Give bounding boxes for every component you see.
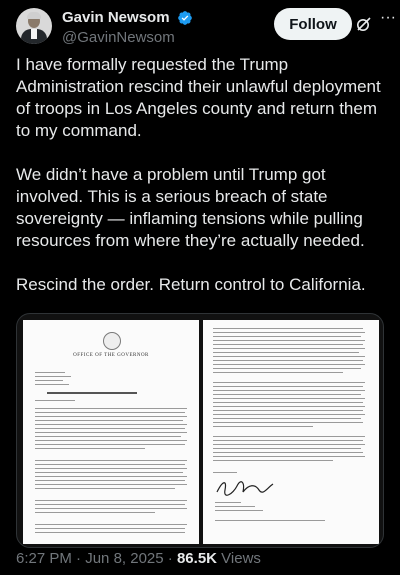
author-names — [62, 9, 193, 46]
tweet-time[interactable]: 6:27 PM — [16, 550, 72, 567]
media-attachment[interactable] — [16, 313, 384, 548]
tweet-paragraph: Rescind the order. Return control to California. — [16, 275, 366, 294]
letter-page-1 — [23, 320, 199, 544]
tweet-date[interactable]: Jun 8, 2025 — [85, 550, 164, 567]
more-options-icon[interactable]: ··· — [380, 9, 396, 26]
avatar[interactable] — [16, 8, 52, 44]
tweet-text — [16, 54, 386, 318]
letter-heading: OFFICE OF THE GOVERNOR — [73, 353, 149, 358]
tweet-meta — [16, 550, 261, 567]
tweet-paragraph: We didn’t have a problem until Trump got involved. This is a serious breach of state sovereignty — inflaming tensions while pulling resources from where they’re actually needed. — [16, 165, 365, 250]
meta-separator: · — [167, 550, 173, 567]
author-handle[interactable]: @GavinNewsom — [62, 29, 175, 46]
meta-separator: · — [76, 550, 82, 567]
author-display-name[interactable]: Gavin Newsom — [62, 9, 170, 27]
follow-button[interactable]: Follow — [274, 8, 352, 40]
verified-badge-icon — [177, 10, 193, 26]
letter-page-2 — [203, 320, 379, 544]
views-label: Views — [221, 550, 261, 567]
state-seal-icon — [103, 332, 121, 350]
tweet-header — [16, 8, 396, 48]
views-count[interactable]: 86.5K — [176, 550, 217, 567]
grok-icon[interactable] — [356, 16, 372, 32]
tweet-paragraph: I have formally requested the Trump Administration rescind their unlawful deployment of troops in Los Angeles county and return them to my command. — [16, 55, 381, 140]
handwritten-signature — [215, 478, 275, 498]
